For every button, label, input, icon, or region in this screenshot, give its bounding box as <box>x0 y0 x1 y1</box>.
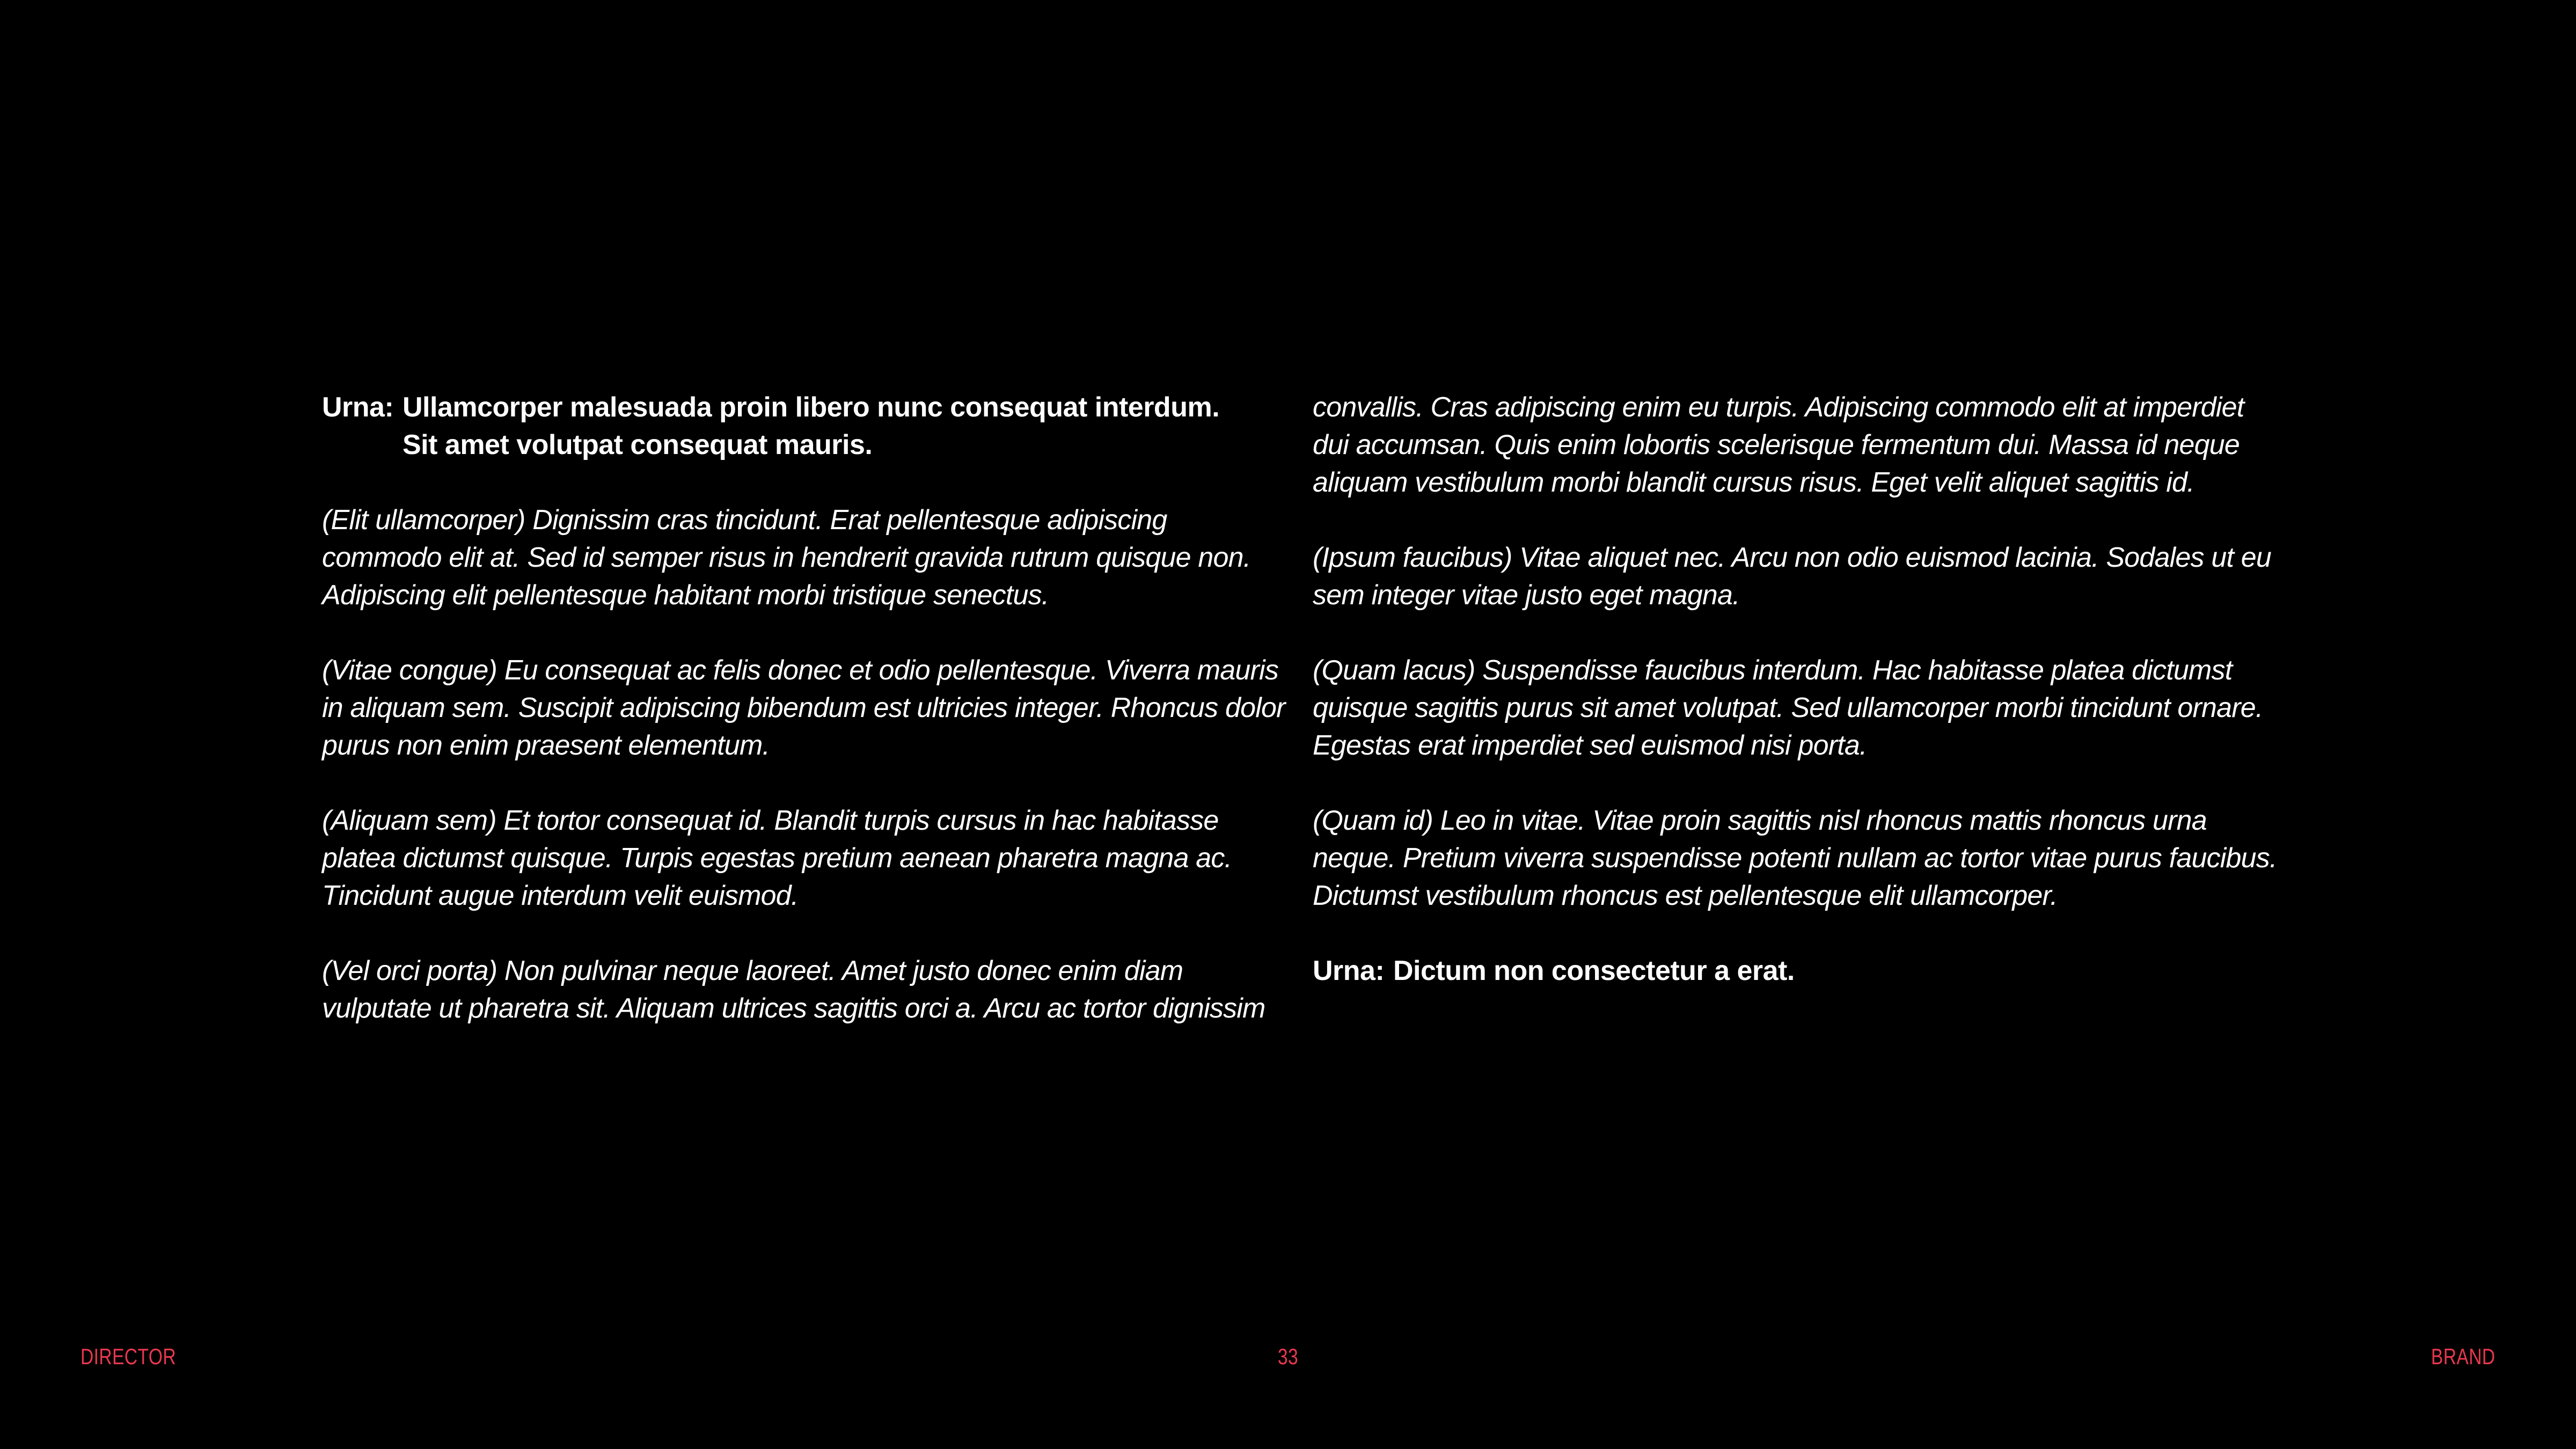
paragraph-line: purus non enim praesent elementum. <box>322 730 770 761</box>
paragraph-line: convallis. Cras adipiscing enim eu turpis. Adipiscing commodo elit at imperdiet <box>1313 392 2244 423</box>
footer-right-label: BRAND <box>2431 1344 2496 1369</box>
paragraph-line: aliquam vestibulum morbi blandit cursus risus. Eget velit aliquet sagittis id. <box>1313 467 2194 498</box>
paragraph-line: sem integer vitae justo eget magna. <box>1313 580 1740 611</box>
paragraph-line: neque. Pretium viverra suspendisse potenti nullam ac tortor vitae purus faucibus. <box>1313 843 2277 874</box>
heading-line: Ullamcorper malesuada proin libero nunc consequat interdum. <box>402 392 1220 423</box>
paragraph-line: commodo elit at. Sed id semper risus in hendrerit gravida rutrum quisque non. <box>322 542 1251 573</box>
left-column <box>322 389 1288 1027</box>
paragraph-line: in aliquam sem. Suscipit adipiscing bibendum est ultricies integer. Rhoncus dolor <box>322 692 1285 723</box>
heading-text: Dictum non consectetur a erat. <box>1393 955 1795 986</box>
page-number: 33 <box>1277 1344 1299 1369</box>
paragraph-line: (Vel orci porta) Non pulvinar neque laoreet. Amet justo donec enim diam <box>322 955 1183 986</box>
paragraph <box>1313 802 2279 914</box>
footer-left-label: DIRECTOR <box>80 1344 177 1369</box>
paragraph-line: quisque sagittis purus sit amet volutpat. Sed ullamcorper morbi tincidunt ornare. <box>1313 692 2263 723</box>
paragraph-line: Egestas erat imperdiet sed euismod nisi porta. <box>1313 730 1867 761</box>
heading-label: Urna: <box>1313 955 1385 986</box>
paragraph-line: (Quam id) Leo in vitae. Vitae proin sagittis nisl rhoncus mattis rhoncus urna <box>1313 805 2207 836</box>
paragraph <box>322 501 1288 614</box>
paragraph <box>1313 539 2279 614</box>
paragraph-line: (Vitae congue) Eu consequat ac felis donec et odio pellentesque. Viverra mauris <box>322 655 1279 686</box>
heading-line: Sit amet volutpat consequat mauris. <box>402 429 873 460</box>
section-heading <box>322 389 1288 464</box>
paragraph-line: vulputate ut pharetra sit. Aliquam ultrices sagittis orci a. Arcu ac tortor dignissim <box>322 993 1265 1024</box>
paragraph <box>322 802 1288 914</box>
heading-label: Urna: <box>322 392 394 423</box>
paragraph <box>322 652 1288 764</box>
heading-text <box>402 389 1219 464</box>
paragraph <box>322 952 1288 1027</box>
paragraph-line: Tincidunt augue interdum velit euismod. <box>322 880 799 911</box>
paragraph-line: (Ipsum faucibus) Vitae aliquet nec. Arcu non odio euismod lacinia. Sodales ut eu <box>1313 542 2271 573</box>
paragraph-line: Dictumst vestibulum rhoncus est pellentesque elit ullamcorper. <box>1313 880 2058 911</box>
right-column <box>1313 389 2279 990</box>
paragraph-line: dui accumsan. Quis enim lobortis scelerisque fermentum dui. Massa id neque <box>1313 429 2240 460</box>
paragraph-line: Adipiscing elit pellentesque habitant morbi tristique senectus. <box>322 580 1049 611</box>
paragraph-line: platea dictumst quisque. Turpis egestas pretium aenean pharetra magna ac. <box>322 843 1232 874</box>
paragraph-line: (Aliquam sem) Et tortor consequat id. Blandit turpis cursus in hac habitasse <box>322 805 1219 836</box>
paragraph-line: (Elit ullamcorper) Dignissim cras tincidunt. Erat pellentesque adipiscing <box>322 504 1167 536</box>
paragraph <box>1313 652 2279 764</box>
closing-heading <box>1313 952 2279 990</box>
paragraph <box>1313 389 2279 501</box>
paragraph-line: (Quam lacus) Suspendisse faucibus interdum. Hac habitasse platea dictumst <box>1313 655 2233 686</box>
